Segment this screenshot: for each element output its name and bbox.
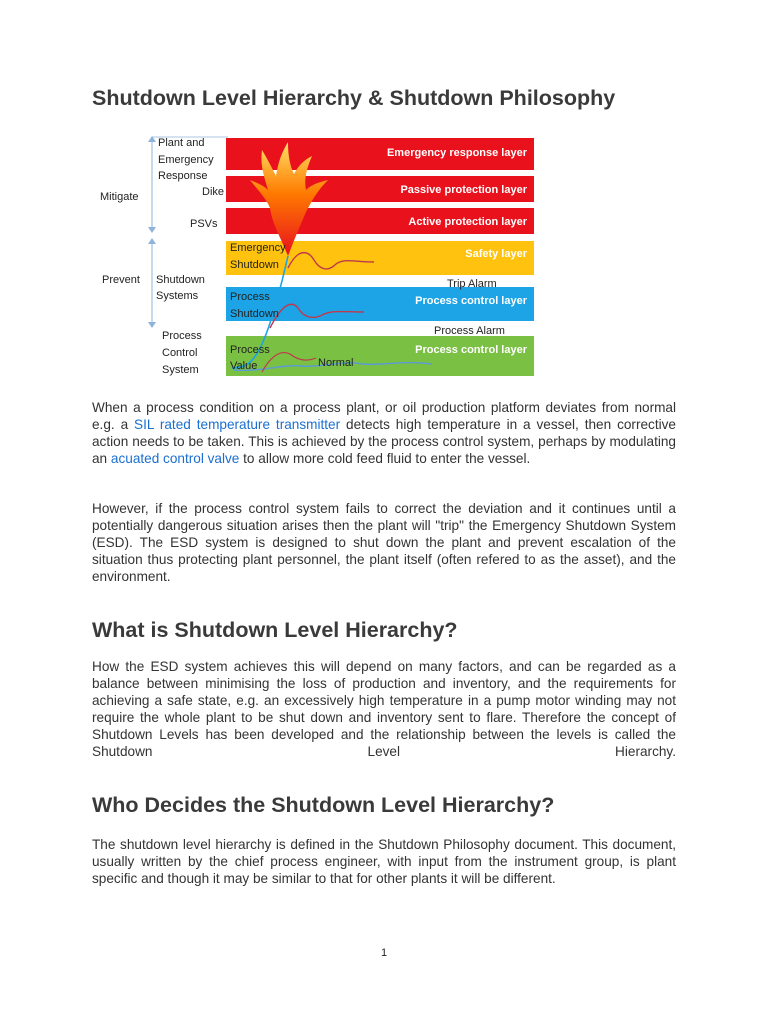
label-normal: Normal <box>318 357 354 369</box>
paragraph-1-text-a: When a process condition on a process plant, or oil production platform deviates from normal e.g. a <box>92 400 676 432</box>
page-title: Shutdown Level Hierarchy & Shutdown Philosophy <box>92 86 616 110</box>
label-process-shutdown-2: Shutdown <box>230 308 279 320</box>
label-pcs-3: System <box>162 364 199 376</box>
paragraph-1 <box>92 399 676 467</box>
mitigate-arrow-down <box>148 227 156 233</box>
label-plant-2: Emergency <box>158 154 214 166</box>
label-dike: Dike <box>202 186 225 198</box>
label-emergency-shutdown-1: Emergency <box>230 242 286 254</box>
label-prevent: Prevent <box>102 274 140 286</box>
page-number: 1 <box>380 947 388 959</box>
label-process-control-layer-1: Process control layer <box>415 295 527 307</box>
label-emergency-shutdown-2: Shutdown <box>230 259 279 271</box>
section-heading-what-is: What is Shutdown Level Hierarchy? <box>92 618 458 642</box>
label-plant-1: Plant and <box>158 137 205 149</box>
paragraph-1-text-c: to allow more cold feed fluid to enter the vessel. <box>239 451 531 466</box>
prevent-arrow-up <box>148 238 156 244</box>
paragraph-4: The shutdown level hierarchy is defined in the Shutdown Philosophy document. This document, usually written by the chief process engineer, with input from the instrument group, is plant specific and though it may be similar to that for other plants it will be different. <box>92 837 676 886</box>
shutdown-hierarchy-diagram <box>92 128 540 382</box>
label-trip-alarm: Trip Alarm <box>447 278 497 290</box>
sil-transmitter-link[interactable]: SIL rated temperature transmitter <box>134 417 341 432</box>
label-process-value-2: Value <box>230 360 258 372</box>
label-shutdown-systems-2: Systems <box>156 290 199 302</box>
label-process-alarm: Process Alarm <box>434 325 505 337</box>
control-valve-link[interactable]: acuated control valve <box>110 451 240 466</box>
label-safety-layer: Safety layer <box>465 248 527 260</box>
label-emergency-response-layer: Emergency response layer <box>386 147 527 159</box>
prevent-arrow-down <box>148 322 156 328</box>
label-psvs: PSVs <box>190 218 218 230</box>
label-process-control-layer-2: Process control layer <box>415 344 527 356</box>
paragraph-3: How the ESD system achieves this will depend on many factors, and can be regarded as a balance between minimising the loss of production and inventory, and the requirements for achieving a safe state, e.g. an excessively high temperature in a pump motor winding may not require the whole plant to be shut down and inventory sent to flare. Therefore the concept of Shutdown Levels has been developed and the relationship between the levels is called the Shutdown Level Hierarchy. <box>92 659 676 759</box>
label-active-protection-layer: Active protection layer <box>408 216 527 228</box>
label-process-value-1: Process <box>230 344 270 356</box>
label-plant-3: Response <box>158 170 208 182</box>
label-passive-protection-layer: Passive protection layer <box>400 184 527 196</box>
label-pcs-2: Control <box>162 347 198 359</box>
section-heading-who-decides: Who Decides the Shutdown Level Hierarchy? <box>92 793 555 817</box>
band-process-control-2 <box>226 336 534 376</box>
paragraph-2: However, if the process control system fails to correct the deviation and it continues until a potentially dangerous situation arises then the plant will "trip" the Emergency Shutdown System (ESD). The ESD system is designed to shut down the plant and prevent escalation of the situation thus protecting plant personnel, the plant itself (often refered to as the asset), and the environment. <box>92 501 676 584</box>
label-process-shutdown-1: Process <box>230 291 270 303</box>
label-pcs-1: Process <box>162 330 202 342</box>
label-shutdown-systems-1: Shutdown <box>156 274 205 286</box>
paragraph-1-text-b: detects high temperature in a vessel, then corrective action needs to be taken. This is achieved by the process control system, perhaps by modulating an <box>92 417 676 466</box>
label-mitigate: Mitigate <box>100 191 139 203</box>
